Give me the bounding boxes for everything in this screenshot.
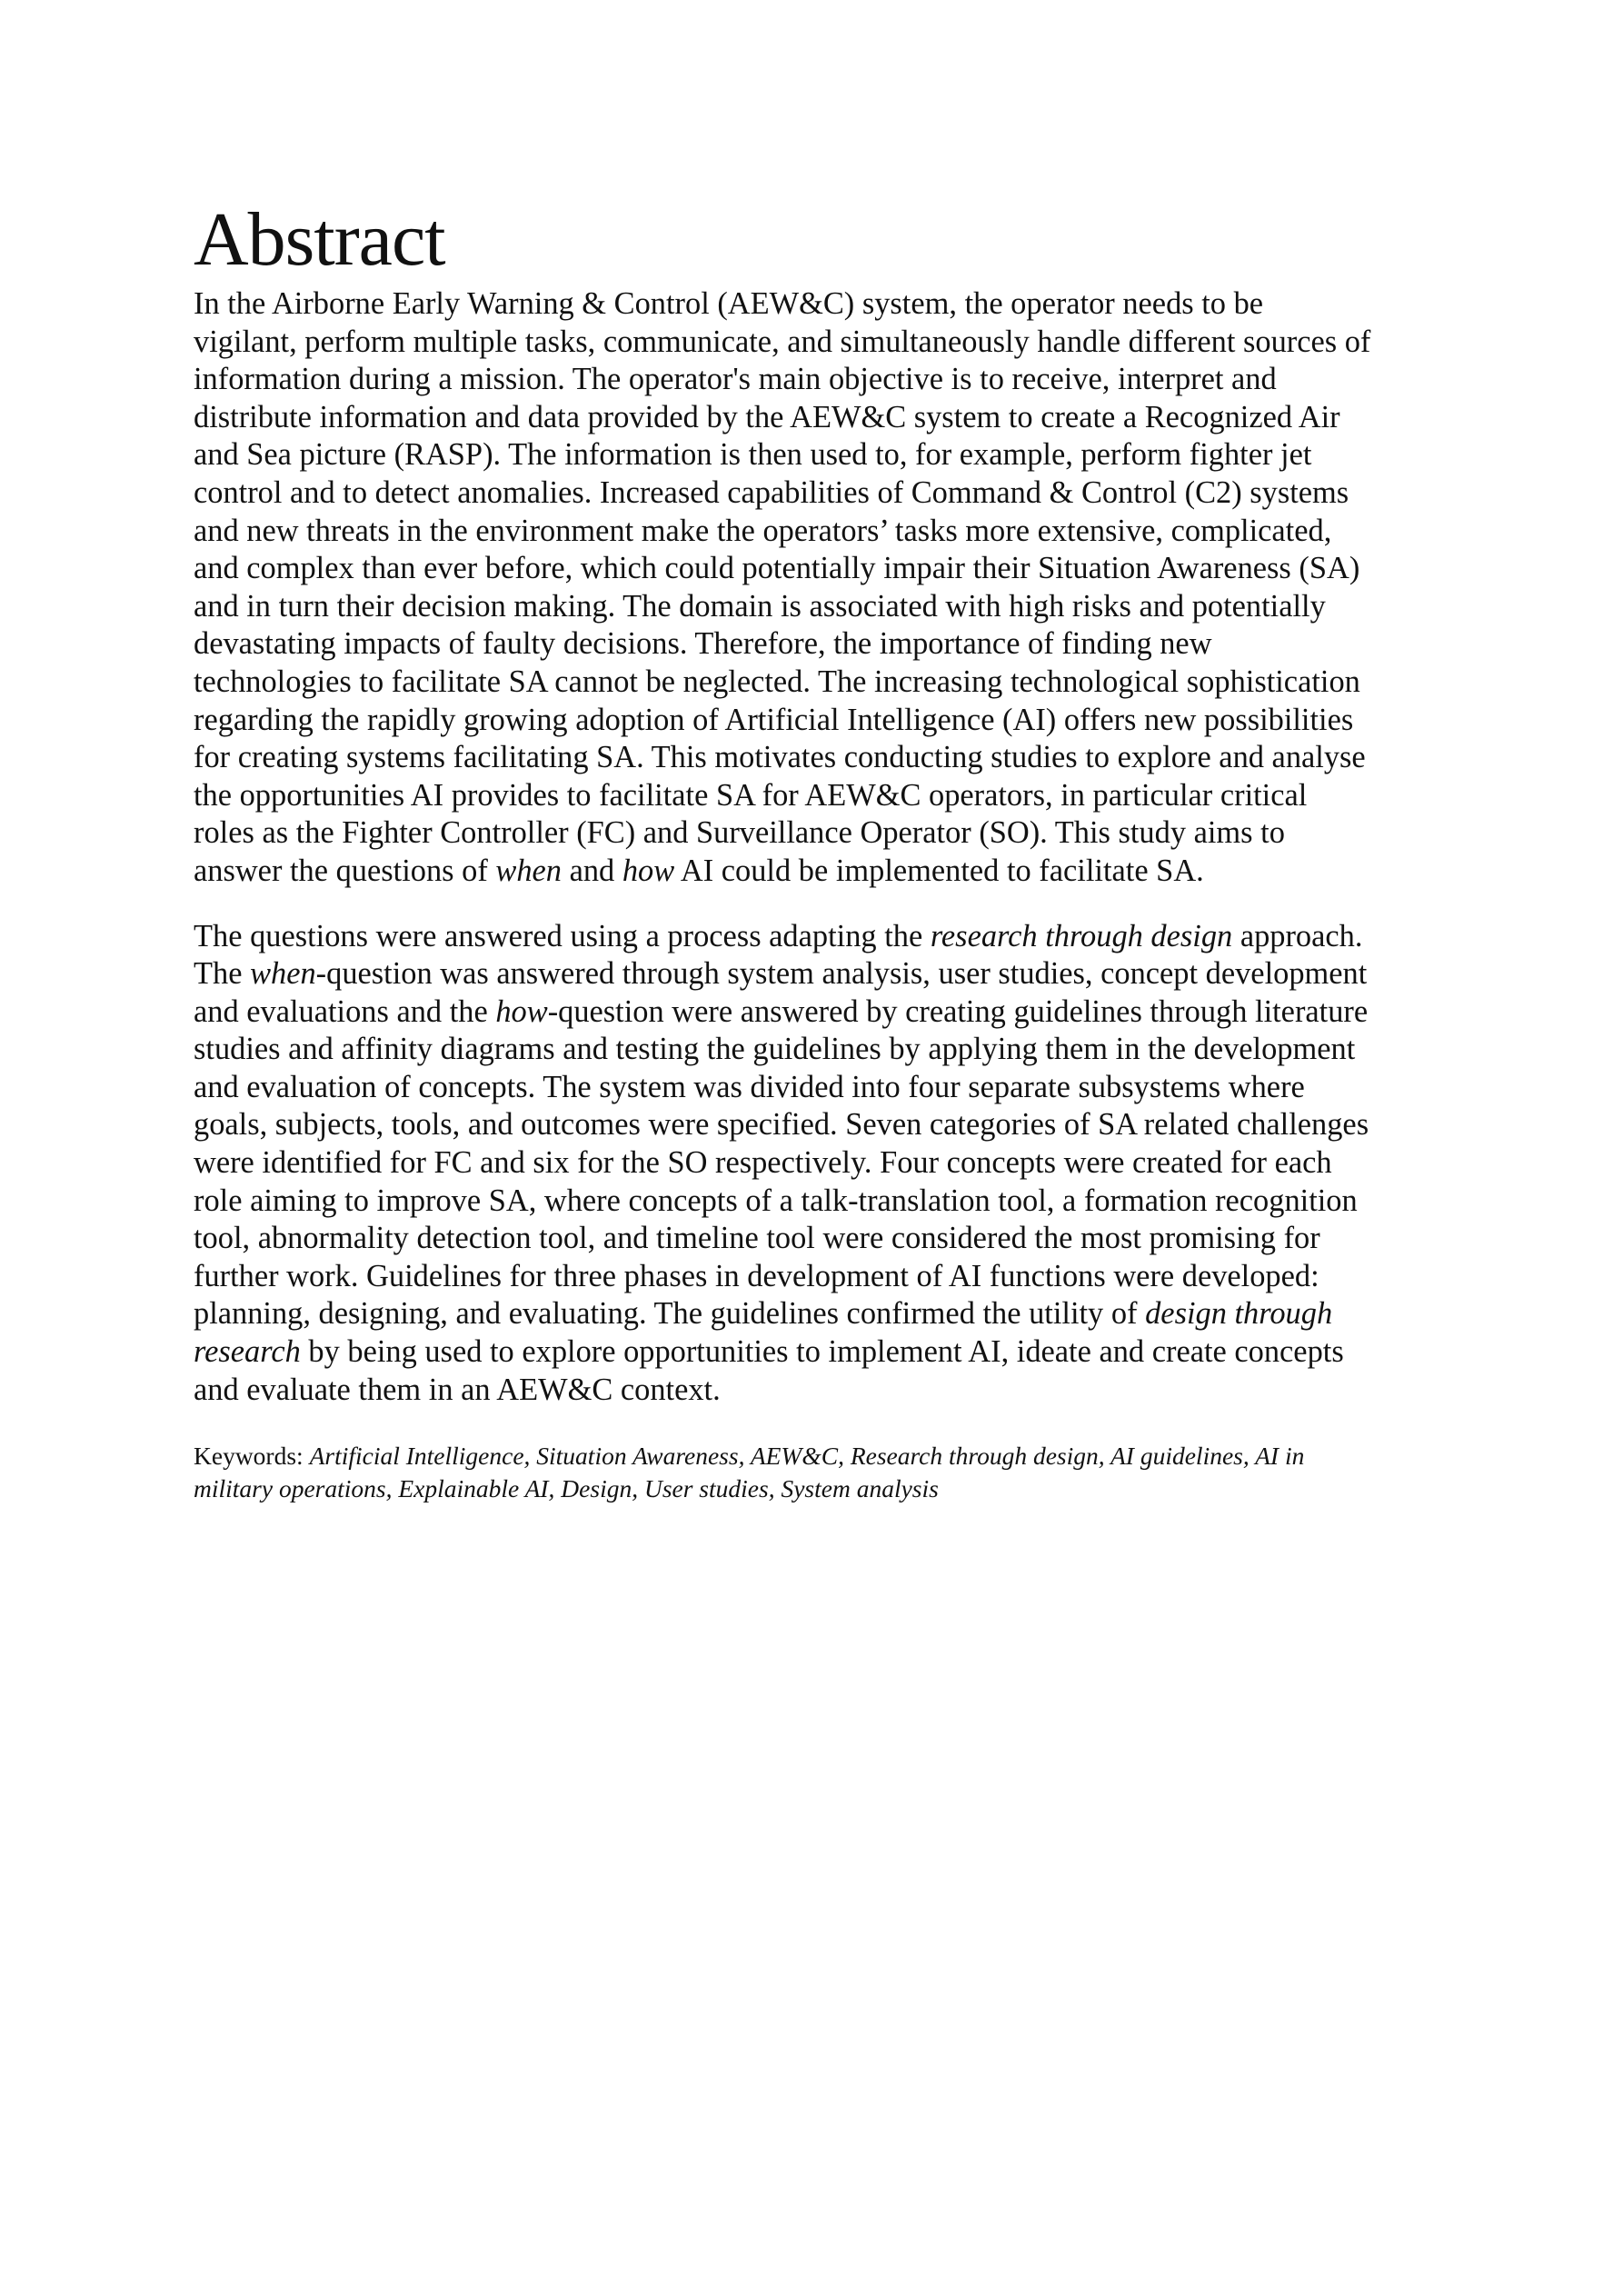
text-line: and new threats in the environment make the operators’ tasks more extensive, complicated, [194, 513, 1332, 548]
text-line: further work. Guidelines for three phases in development of AI functions were developed: [194, 1258, 1319, 1293]
text-line: for creating systems facilitating SA. This motivates conducting studies to explore and analyse [194, 740, 1366, 775]
text-run: answer the questions of [194, 853, 496, 888]
keywords-line [194, 1440, 1448, 1472]
text-line: and Sea picture (RASP). The information is then used to, for example, perform fighter jet [194, 437, 1312, 473]
emphasis-when: when [495, 853, 562, 888]
text-line [194, 1333, 1448, 1372]
text-line: In the Airborne Early Warning & Control (AEW&C) system, the operator needs to be [194, 286, 1264, 321]
text-run: and evaluations and the [194, 993, 496, 1029]
text-line [194, 853, 1448, 891]
text-line: regarding the rapidly growing adoption of Artificial Intelligence (AI) offers new possibilities [194, 702, 1354, 737]
emphasis-research: research [194, 1334, 301, 1370]
text-line: role aiming to improve SA, where concepts of a talk-translation tool, a formation recognition [194, 1183, 1358, 1218]
text-line: technologies to facilitate SA cannot be neglected. The increasing technological sophistication [194, 664, 1360, 699]
text-line: and evaluation of concepts. The system was divided into four separate subsystems where [194, 1069, 1305, 1104]
text-line: were identified for FC and six for the SO respectively. Four concepts were created for each [194, 1145, 1332, 1181]
text-run: The questions were answered using a process adapting the [194, 918, 931, 953]
text-run: -question were answered by creating guidelines through literature [547, 993, 1369, 1029]
emphasis-when: when [250, 956, 316, 992]
emphasis-how: how [495, 993, 548, 1029]
text-line: distribute information and data provided by the AEW&C system to create a Recognized Air [194, 399, 1340, 434]
keywords-line: military operations, Explainable AI, Design, User studies, System analysis [194, 1473, 939, 1502]
text-run: The [194, 956, 251, 992]
text-line: roles as the Fighter Controller (FC) and Surveillance Operator (SO). This study aims to [194, 815, 1285, 851]
text-run: planning, designing, and evaluating. The guidelines confirmed the utility of [194, 1296, 1146, 1332]
text-line: studies and affinity diagrams and testing the guidelines by applying them in the development [194, 1032, 1356, 1067]
text-line: and in turn their decision making. The domain is associated with high risks and potentially [194, 588, 1326, 624]
text-line: information during a mission. The operator's main objective is to receive, interpret and [194, 362, 1277, 397]
text-run: by being used to explore opportunities to implement AI, ideate and create concepts [300, 1334, 1344, 1370]
text-run: approach. [1232, 918, 1363, 953]
abstract-heading: Abstract [194, 197, 445, 282]
text-line: devastating impacts of faulty decisions. Therefore, the importance of finding new [194, 626, 1212, 662]
text-run: and [561, 853, 622, 888]
text-line: vigilant, perform multiple tasks, communicate, and simultaneously handle different sources of [194, 324, 1371, 359]
text-line: tool, abnormality detection tool, and timeline tool were considered the most promising for [194, 1221, 1320, 1256]
text-line: and evaluate them in an AEW&C context. [194, 1372, 721, 1407]
abstract-paragraph-1 [194, 285, 1448, 891]
text-line [194, 993, 1448, 1032]
text-line: the opportunities AI provides to facilitate SA for AEW&C operators, in particular critical [194, 777, 1308, 813]
abstract-paragraph-2 [194, 918, 1448, 1410]
text-line [194, 1295, 1448, 1333]
emphasis-how: how [622, 853, 675, 888]
emphasis-research-through-design: research through design [930, 918, 1233, 953]
text-line: goals, subjects, tools, and outcomes were specified. Seven categories of SA related challenges [194, 1107, 1369, 1143]
text-line: control and to detect anomalies. Increased capabilities of Command & Control (C2) systems [194, 474, 1349, 510]
document-page [194, 196, 1448, 1530]
keywords [194, 1440, 1448, 1504]
keywords-list: Artificial Intelligence, Situation Awareness, AEW&C, Research through design, AI guidelines, AI in [309, 1442, 1305, 1471]
text-line [194, 918, 1448, 956]
keywords-label: Keywords: [194, 1442, 310, 1471]
text-run: -question was answered through system analysis, user studies, concept development [315, 956, 1368, 992]
text-line [194, 955, 1448, 993]
emphasis-design-through: design through [1145, 1296, 1333, 1332]
text-run: AI could be implemented to facilitate SA. [674, 853, 1204, 888]
text-line: and complex than ever before, which could potentially impair their Situation Awareness (SA) [194, 551, 1360, 586]
